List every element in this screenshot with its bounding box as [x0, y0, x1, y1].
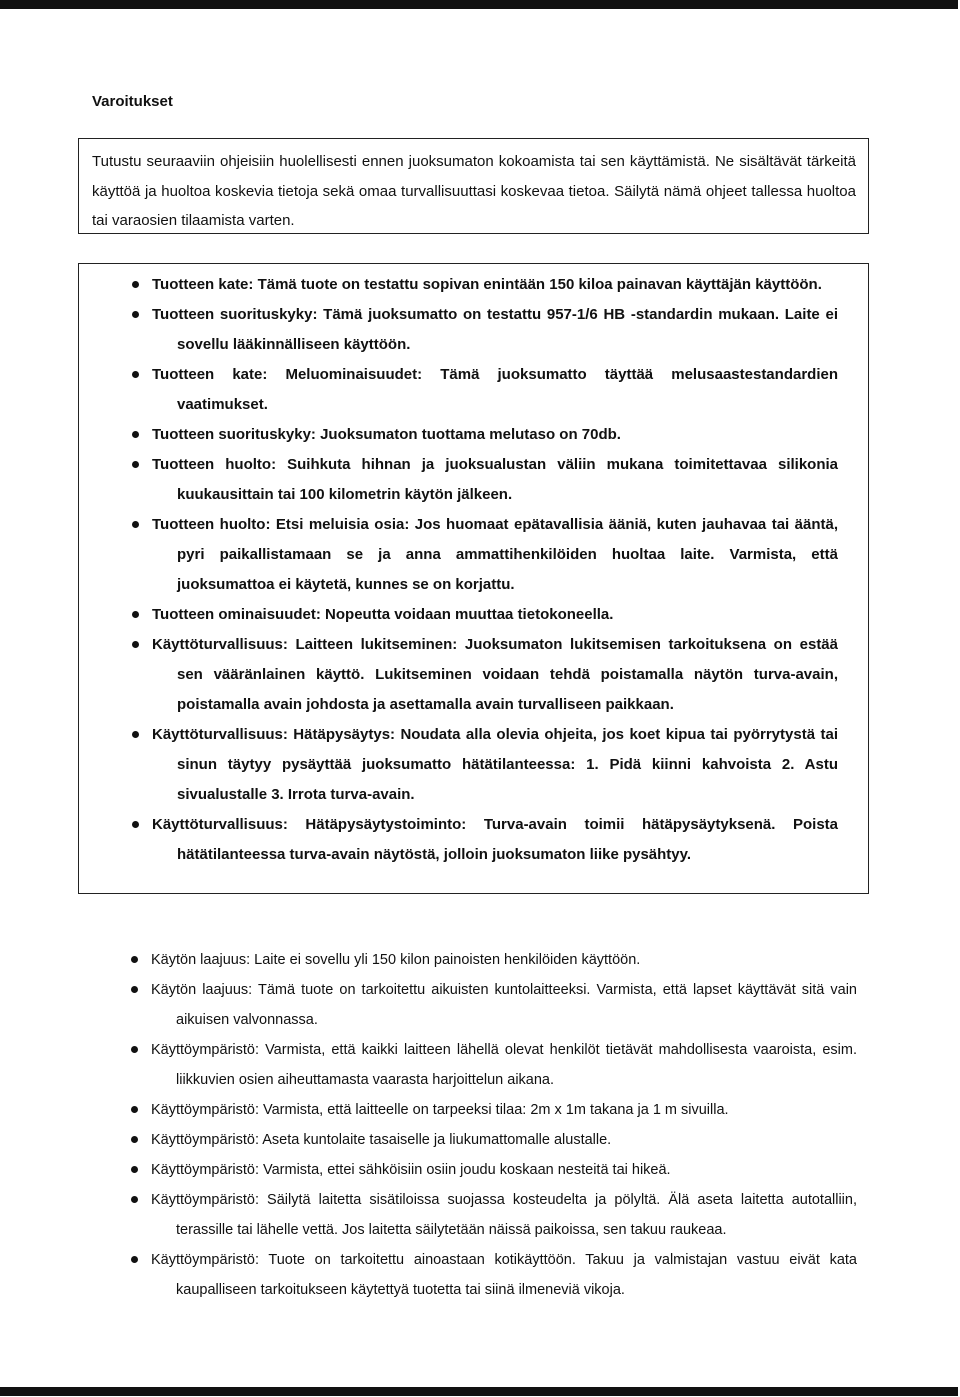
list-item: Käyttöympäristö: Aseta kuntolaite tasaiselle ja liukumattomalle alustalle. [78, 1125, 857, 1155]
bullet-icon [132, 281, 139, 288]
bullet-icon [131, 1046, 138, 1053]
bullet-icon [131, 1166, 138, 1173]
list-item: Tuotteen kate: Meluominaisuudet: Tämä juoksumatto täyttää melusaastestandardien vaatimukset. [79, 360, 838, 420]
list-item: Tuotteen huolto: Etsi meluisia osia: Jos huomaat epätavallisia ääniä, kuten jauhavaa tai ääntä, pyri paikallistamaan se ja anna ammattihenkilöiden huoltaa laite. Varmista, että juoksumattoa ei käytetä, kunnes se on korjattu. [79, 510, 838, 600]
usage-warning-list [78, 945, 857, 1305]
page-heading: Varoitukset [92, 93, 173, 110]
bullet-icon [132, 371, 139, 378]
top-rule [0, 0, 958, 9]
list-item: Käyttöympäristö: Tuote on tarkoitettu ainoastaan kotikäyttöön. Takuu ja valmistajan vastuu eivät kata kaupalliseen tarkoitukseen käytettyä tuotetta tai siinä ilmeneviä vikoja. [78, 1245, 857, 1305]
bottom-rule [0, 1387, 958, 1396]
list-item: Käytön laajuus: Tämä tuote on tarkoitettu aikuisten kuntolaitteeksi. Varmista, että lapset käyttävät sitä vain aikuisen valvonnassa. [78, 975, 857, 1035]
bullet-icon [132, 641, 139, 648]
list-item: Käyttöturvallisuus: Hätäpysäytys: Noudata alla olevia ohjeita, jos koet kipua tai pyörrytystä tai sinun täytyy pysäyttää juoksumatto hätätilanteessa: 1. Pidä kiinni kahvoista 2. Astu sivualustalle 3. Irrota turva-avain. [79, 720, 838, 810]
list-item: Käyttöympäristö: Varmista, että laitteelle on tarpeeksi tilaa: 2m x 1m takana ja 1 m sivuilla. [78, 1095, 857, 1125]
bullet-icon [131, 1136, 138, 1143]
list-item: Käyttöympäristö: Varmista, ettei sähköisiin osiin joudu koskaan nesteitä tai hikeä. [78, 1155, 857, 1185]
intro-text: Tutustu seuraaviin ohjeisiin huolellisesti ennen juoksumaton kokoamista tai sen käyttämistä. Ne sisältävät tärkeitä käyttöä ja huoltoa koskevia tietoja sekä omaa turvallisuuttasi koskevaa tietoa. Säilytä nämä ohjeet tallessa huoltoa tai varaosien tilaamista varten. [92, 153, 856, 229]
list-item: Käyttöturvallisuus: Hätäpysäytystoiminto: Turva-avain toimii hätäpysäytyksenä. Poista hätätilanteessa turva-avain näytöstä, jolloin juoksumaton liike pysähtyy. [79, 810, 838, 870]
list-item: Tuotteen kate: Tämä tuote on testattu sopivan enintään 150 kiloa painavan käyttäjän käyttöön. [79, 270, 838, 300]
bullet-icon [131, 1106, 138, 1113]
usage-list-section [78, 945, 857, 1305]
bullet-icon [132, 611, 139, 618]
list-item: Tuotteen suorituskyky: Juoksumaton tuottama melutaso on 70db. [79, 420, 838, 450]
list-item: Käyttöympäristö: Säilytä laitetta sisätiloissa suojassa kosteudelta ja pölyltä. Älä aseta laitetta autotalliin, terassille tai lähelle vettä. Jos laitetta säilytetään näissä paikoissa, sen takuu raukeaa. [78, 1185, 857, 1245]
bullet-icon [132, 731, 139, 738]
list-item: Tuotteen huolto: Suihkuta hihnan ja juoksualustan väliin mukana toimitettavaa silikonia kuukausittain tai 100 kilometrin käytön jälkeen. [79, 450, 838, 510]
list-item: Tuotteen suorituskyky: Tämä juoksumatto on testattu 957-1/6 HB -standardin mukaan. Laite ei sovellu lääkinnälliseen käyttöön. [79, 300, 838, 360]
list-item: Tuotteen ominaisuudet: Nopeutta voidaan muuttaa tietokoneella. [79, 600, 838, 630]
intro-box [78, 138, 869, 234]
list-item: Käytön laajuus: Laite ei sovellu yli 150 kilon painoisten henkilöiden käyttöön. [78, 945, 857, 975]
bullet-icon [132, 431, 139, 438]
bullet-icon [132, 521, 139, 528]
list-item: Käyttöturvallisuus: Laitteen lukitseminen: Juoksumaton lukitsemisen tarkoituksena on estää sen vääränlainen käyttö. Lukitseminen voidaan tehdä poistamalla näytön turva-avain, poistamalla avain johdosta ja asettamalla avain turvalliseen paikkaan. [79, 630, 838, 720]
bullet-icon [131, 1196, 138, 1203]
bullet-icon [132, 311, 139, 318]
boxed-warning-list [79, 270, 838, 870]
bullet-icon [131, 986, 138, 993]
bullet-icon [131, 1256, 138, 1263]
list-item: Käyttöympäristö: Varmista, että kaikki laitteen lähellä olevat henkilöt tietävät mahdollisesta vaaroista, esim. liikkuvien osien aiheuttamasta vaarasta harjoittelun aikana. [78, 1035, 857, 1095]
bullet-icon [131, 956, 138, 963]
bullet-icon [132, 461, 139, 468]
bullet-icon [132, 821, 139, 828]
warnings-box [78, 263, 869, 894]
